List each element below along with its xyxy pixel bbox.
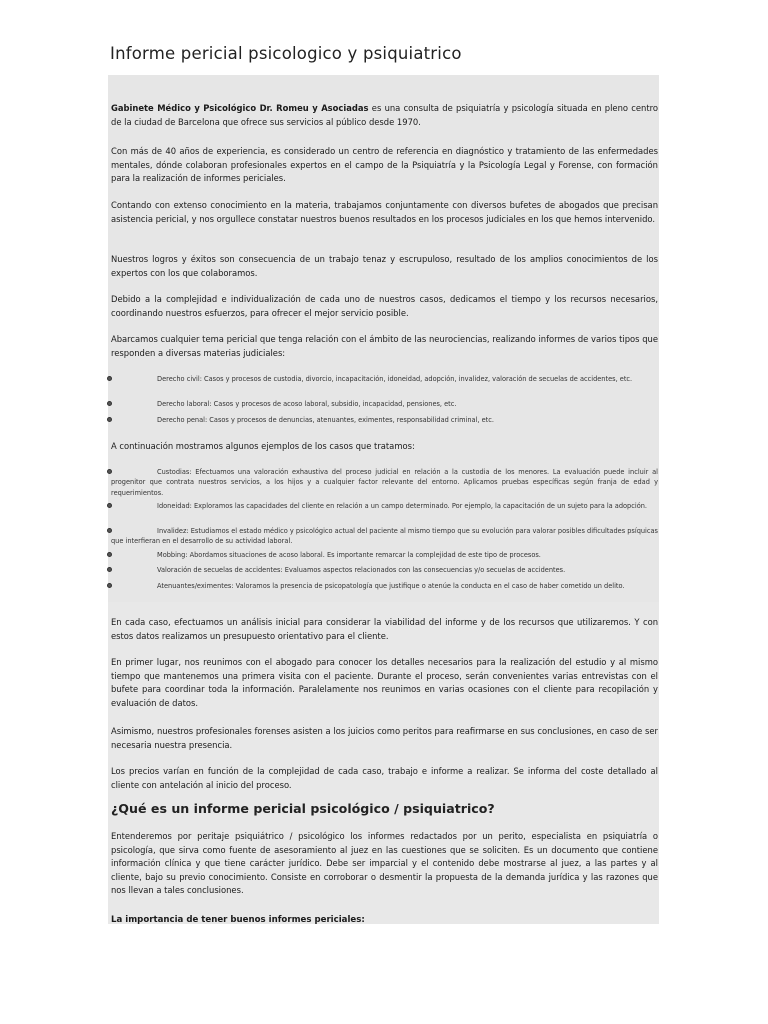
list-item	[111, 526, 658, 547]
list-item	[111, 581, 658, 591]
paragraph-4: Debido a la complejidad e individualización de cada uno de nuestros casos, dedicamos el tiempo y los recursos necesarios, coordinando nuestros esfuerzos, para ofrecer el mejor servicio posible.	[111, 294, 658, 318]
bullet-icon	[107, 417, 112, 422]
list-item	[111, 501, 658, 511]
paragraph-2: Contando con extenso conocimiento en la materia, trabajamos conjuntamente con diversos bufetes de abogados que precisan asistencia pericial, y nos orgullece constatar nuestros buenos resultados en los procesos judiciales en los que hemos intervenido.	[111, 200, 658, 224]
bullet-icon	[107, 503, 112, 508]
list-item-text: Idoneidad: Exploramos las capacidades del cliente en relación a un campo determinado. Por ejemplo, la capacitación de un sujeto para la adopción.	[157, 502, 648, 510]
paragraph-5: Abarcamos cualquier tema pericial que tenga relación con el ámbito de las neurociencias, realizando informes de varios tipos que responden a diversas materias judiciales:	[111, 334, 658, 358]
list-item	[111, 467, 658, 498]
list-item-text: Atenuantes/eximentes: Valoramos la presencia de psicopatología que justifique o atenúe la conducta en el caso de haber cometido un delito.	[157, 582, 625, 590]
examples-intro: A continuación mostramos algunos ejemplos de los casos que tratamos:	[111, 441, 415, 451]
list-item	[111, 399, 658, 409]
list-item-text: Derecho penal: Casos y procesos de denuncias, atenuantes, eximentes, responsabilidad criminal, etc.	[157, 416, 494, 424]
list-item	[111, 550, 658, 560]
subsection-heading: La importancia de tener buenos informes periciales:	[111, 915, 365, 925]
paragraph-6: En cada caso, efectuamos un análisis inicial para considerar la viabilidad del informe y de los recursos que utilizaremos. Y con estos datos realizamos un presupuesto orientativo para el cliente.	[111, 617, 658, 641]
bullet-icon	[107, 401, 112, 406]
intro-paragraph	[111, 102, 658, 129]
bullet-icon	[107, 552, 112, 557]
paragraph-8: Asimismo, nuestros profesionales forenses asisten a los juicios como peritos para reafirmarse en sus conclusiones, en caso de ser necesaria nuestra presencia.	[111, 726, 658, 750]
list-item-text: Custodias: Efectuamos una valoración exhaustiva del proceso judicial en relación a la custodia de los menores. La evaluación puede incluir al progenitor que contrata nuestros servicios, a los hijos y a cualquier factor relevante del entorno. Aplicamos pruebas específicas según franja de edad y requerimientos.	[111, 468, 658, 497]
paragraph-7: En primer lugar, nos reunimos con el abogado para conocer los detalles necesarios para la realización del estudio y al mismo tiempo que mantenemos una primera visita con el paciente. Durante el proceso, serán convenientes varias entrevistas con el bufete para coordinar toda la información. Paralelamente nos reunimos en varias ocasiones con el cliente para recopilación y evaluación de datos.	[111, 657, 658, 708]
bullet-icon	[107, 567, 112, 572]
intro-bold: Gabinete Médico y Psicológico Dr. Romeu y Asociadas	[111, 103, 369, 113]
bullet-icon	[107, 528, 112, 533]
list-item	[111, 565, 658, 575]
paragraph-3: Nuestros logros y éxitos son consecuencia de un trabajo tenaz y escrupuloso, resultado de los amplios conocimientos de los expertos con los que colaboramos.	[111, 254, 658, 278]
section-heading: ¿Qué es un informe pericial psicológico / psiquiatrico?	[111, 801, 495, 816]
list-item	[111, 374, 658, 384]
paragraph-1: Con más de 40 años de experiencia, es considerado un centro de referencia en diagnóstico y tratamiento de las enfermedades mentales, dónde colaboran profesionales expertos en el campo de la Psiquiatría y la Psicología Legal y Forense, con formación para la realización de informes periciales.	[111, 146, 658, 184]
list-item-text: Mobbing: Abordamos situaciones de acoso laboral. Es importante remarcar la complejidad de este tipo de procesos.	[157, 551, 541, 559]
list-item-text: Valoración de secuelas de accidentes: Evaluamos aspectos relacionados con las consecuencias y/o secuelas de accidentes.	[157, 566, 566, 574]
paragraph-10: Entenderemos por peritaje psiquiátrico / psicológico los informes redactados por un perito, especialista en psiquiatría o psicología, que sirva como fuente de asesoramiento al juez en las cuestiones que se soliciten. Es un documento que contiene información clínica y que tiene carácter jurídico. Debe ser imparcial y el contenido debe mostrarse al juez, a las partes y al cliente, bajo su previo conocimiento. Consiste en corroborar o desmentir la propuesta de la demanda jurídica y las razones que nos llevan a tales conclusiones.	[111, 831, 658, 896]
list-item	[111, 415, 658, 425]
list-item-text: Derecho civil: Casos y procesos de custodia, divorcio, incapacitación, idoneidad, adopción, invalidez, valoración de secuelas de accidentes, etc.	[157, 375, 633, 383]
bullet-icon	[107, 583, 112, 588]
list-item-text: Derecho laboral: Casos y procesos de acoso laboral, subsidio, incapacidad, pensiones, etc.	[157, 400, 457, 408]
intro-rest: es una consulta de psiquiatría y psicología situada en pleno centro de la ciudad de Barcelona que ofrece sus servicios al público desde 1970.	[111, 103, 658, 127]
bullet-icon	[107, 469, 112, 474]
paragraph-9: Los precios varían en función de la complejidad de cada caso, trabajo e informe a realizar. Se informa del coste detallado al cliente con antelación al inicio del proceso.	[111, 766, 658, 790]
list-item-text: Invalidez: Estudiamos el estado médico y psicológico actual del paciente al mismo tiempo que su evolución para valorar posibles dificultades psíquicas que interfieran en el desarrollo de su actividad laboral.	[111, 527, 658, 546]
page-title: Informe pericial psicologico y psiquiatrico	[110, 44, 462, 63]
bullet-icon	[107, 376, 112, 381]
